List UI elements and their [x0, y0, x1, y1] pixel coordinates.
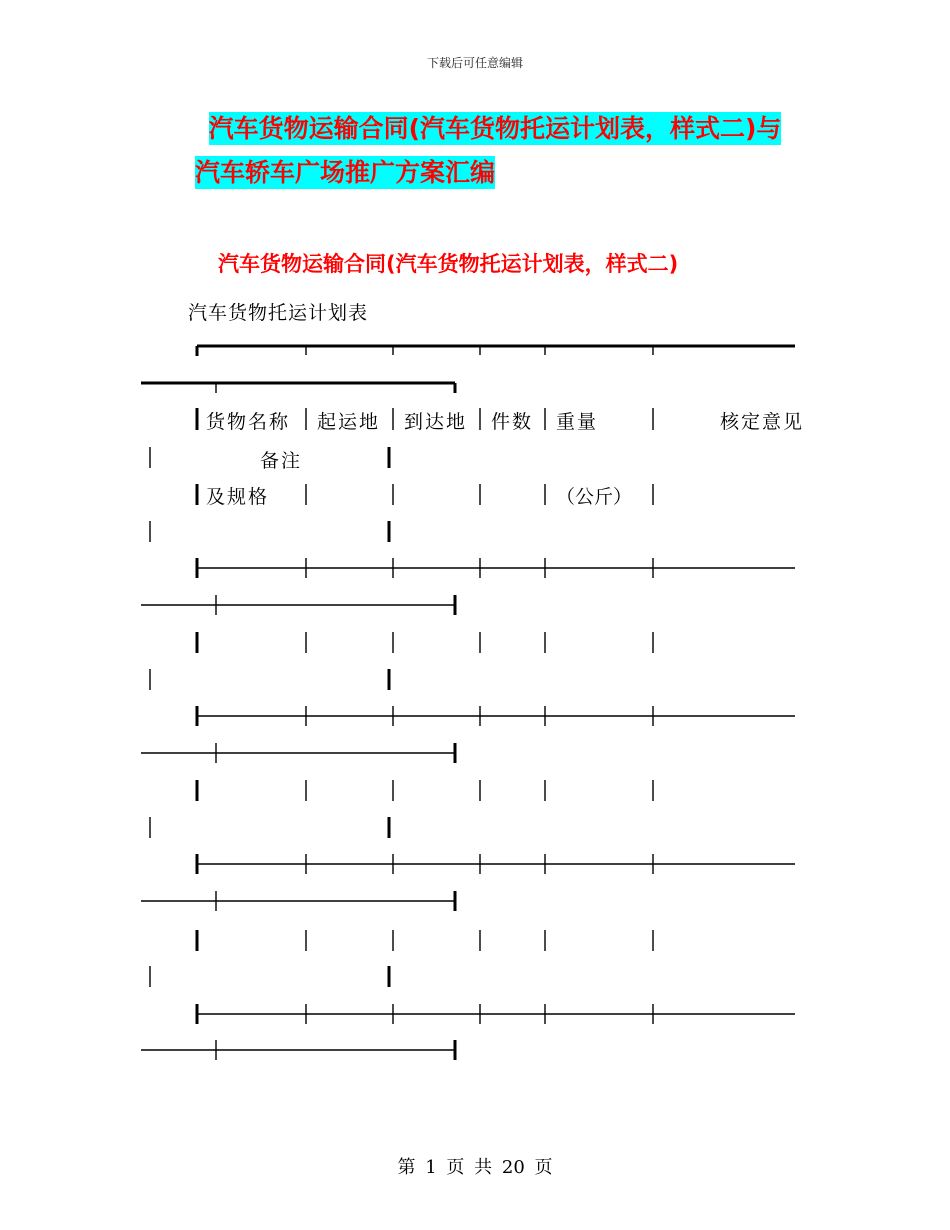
header-weight: 重量 — [556, 411, 599, 433]
header-origin: 起运地 — [317, 411, 381, 433]
footer-current-page: 1 — [425, 1157, 437, 1178]
footer-page-unit: 页 — [446, 1157, 465, 1178]
section-title: 汽车货物运输合同(汽车货物托运计划表，样式二) — [218, 252, 679, 276]
header-destination: 到达地 — [404, 411, 468, 433]
header-goods-name: 货物名称 — [206, 411, 291, 433]
footer-total-pages: 20 — [501, 1157, 525, 1178]
header-remarks: 备注 — [260, 450, 303, 472]
footer-page-label: 第 — [397, 1157, 416, 1178]
header-weight-unit: （公斤） — [556, 486, 633, 508]
header-pieces: 件数 — [491, 411, 534, 433]
document-title-line-2: 汽车轿车广场推广方案汇编 — [194, 158, 495, 187]
header-approval: 核定意见 — [720, 411, 805, 433]
page-footer — [0, 1153, 950, 1179]
footer-total-label: 共 — [474, 1157, 493, 1178]
table-caption: 汽车货物托运计划表 — [188, 302, 369, 324]
footer-total-unit: 页 — [534, 1157, 553, 1178]
header-note: 下载后可任意编辑 — [426, 56, 523, 70]
document-title-line-1: 汽车货物运输合同(汽车货物托运计划表，样式二)与 — [208, 114, 782, 143]
header-goods-spec: 及规格 — [206, 486, 270, 508]
